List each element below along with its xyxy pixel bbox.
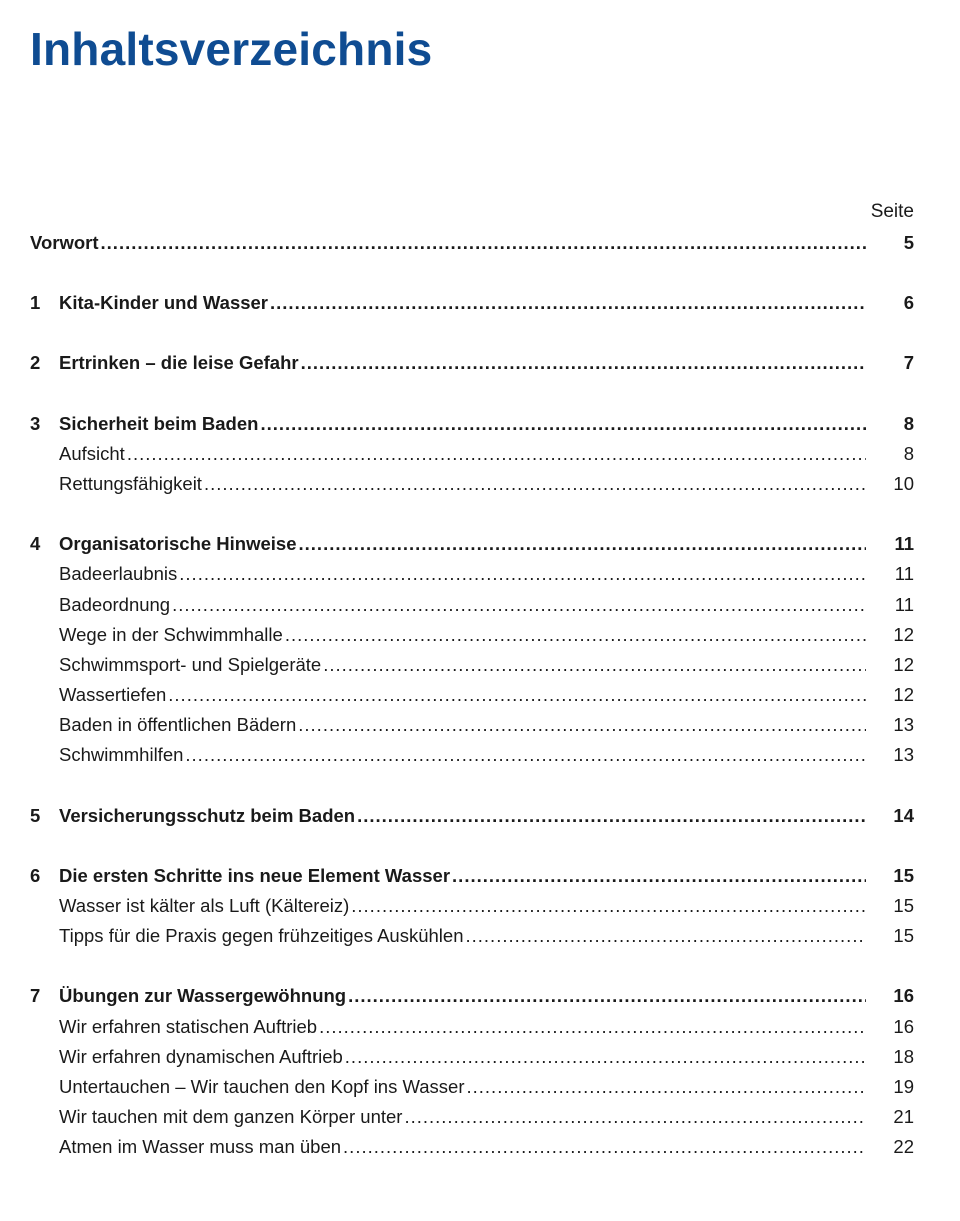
toc-entry-label: Sicherheit beim Baden xyxy=(59,412,259,434)
toc-entry-label: Die ersten Schritte ins neue Element Wasser xyxy=(59,864,451,886)
toc-entry-page-number: 15 xyxy=(893,864,914,886)
toc-section-entry[interactable] xyxy=(30,1102,914,1132)
toc-entry-page-number: 14 xyxy=(893,804,914,826)
toc-section-entry[interactable] xyxy=(30,439,914,469)
toc-chapter-entry[interactable] xyxy=(30,228,914,258)
toc-chapter-entry[interactable] xyxy=(30,288,914,318)
dot-leader xyxy=(467,1072,867,1102)
dot-leader xyxy=(168,680,866,710)
toc-entry-number: 1 xyxy=(30,292,41,314)
toc-section-entry[interactable] xyxy=(30,650,914,680)
dot-leader xyxy=(185,740,866,770)
toc-entry-page-number: 19 xyxy=(893,1075,914,1097)
dot-leader xyxy=(298,710,866,740)
toc-entry-page-number: 12 xyxy=(893,684,914,706)
toc-entry-number: 4 xyxy=(30,533,41,555)
toc-entry-page-number: 13 xyxy=(893,714,914,736)
toc-chapter-entry[interactable] xyxy=(30,981,914,1011)
dot-leader xyxy=(285,620,866,650)
toc-entry-label: Wir erfahren dynamischen Auftrieb xyxy=(59,1045,343,1067)
dot-leader xyxy=(260,409,866,439)
toc-section-entry[interactable] xyxy=(30,1072,914,1102)
toc-entry-label: Schwimmsport- und Spielgeräte xyxy=(59,653,322,675)
dot-leader xyxy=(357,801,866,831)
toc-entry-label: Wir tauchen mit dem ganzen Körper unter xyxy=(59,1106,403,1128)
dot-leader xyxy=(466,921,867,951)
dot-leader xyxy=(172,590,866,620)
dot-leader xyxy=(323,650,866,680)
toc-entry-page-number: 5 xyxy=(903,232,914,253)
toc-entry-page-number: 11 xyxy=(894,563,914,585)
toc-entry-page-number: 8 xyxy=(903,442,914,464)
toc-entry-label: Badeordnung xyxy=(59,593,171,615)
toc-entry-page-number: 6 xyxy=(903,292,914,314)
toc-section-entry[interactable] xyxy=(30,1042,914,1072)
dot-leader xyxy=(270,288,866,318)
toc-entry-label: Baden in öffentlichen Bädern xyxy=(59,714,297,736)
toc-entry-page-number: 13 xyxy=(893,744,914,766)
toc-section-entry[interactable] xyxy=(30,590,914,620)
toc-entry-label: Schwimmhilfen xyxy=(59,744,184,766)
toc-section-entry[interactable] xyxy=(30,680,914,710)
toc-entry-number: 2 xyxy=(30,352,41,374)
toc-entry-page-number: 16 xyxy=(893,985,914,1007)
toc-section-entry[interactable] xyxy=(30,1012,914,1042)
toc-entry-label: Tipps für die Praxis gegen frühzeitiges Auskühlen xyxy=(59,925,464,947)
dot-leader xyxy=(348,981,866,1011)
dot-leader xyxy=(101,228,866,258)
page-column-header: Seite xyxy=(870,201,914,222)
toc-entry-page-number: 8 xyxy=(903,412,914,434)
toc-section-entry[interactable] xyxy=(30,740,914,770)
toc-entry-label: Badeerlaubnis xyxy=(59,563,178,585)
toc-entry-page-number: 15 xyxy=(893,895,914,916)
toc-section-entry[interactable] xyxy=(30,1132,914,1162)
dot-leader xyxy=(404,1102,866,1132)
dot-leader xyxy=(351,891,866,921)
toc-entry-label: Organisatorische Hinweise xyxy=(59,533,297,555)
toc-entry-label: Vorwort xyxy=(30,232,99,253)
toc-section-entry[interactable] xyxy=(30,891,914,921)
toc-entry-label: Atmen im Wasser muss man üben xyxy=(59,1136,342,1158)
toc-entry-page-number: 15 xyxy=(893,925,914,947)
dot-leader xyxy=(127,439,866,469)
toc-entry-number: 6 xyxy=(30,864,41,886)
dot-leader xyxy=(319,1012,866,1042)
toc-chapter-entry[interactable] xyxy=(30,409,914,439)
toc-chapter-entry[interactable] xyxy=(30,801,914,831)
toc-entry-page-number: 12 xyxy=(893,653,914,675)
toc-section-entry[interactable] xyxy=(30,921,914,951)
toc-entry-page-number: 11 xyxy=(894,593,914,615)
toc-entry-number: 7 xyxy=(30,985,41,1007)
toc-entry-page-number: 10 xyxy=(893,472,914,494)
dot-leader xyxy=(343,1132,866,1162)
toc-section-entry[interactable] xyxy=(30,620,914,650)
toc-entry-number: 5 xyxy=(30,804,41,826)
toc-entry-label: Übungen zur Wassergewöhnung xyxy=(59,985,347,1007)
dot-leader xyxy=(345,1042,866,1072)
toc-entry-label: Wasser ist kälter als Luft (Kältereiz) xyxy=(59,895,350,916)
toc-chapter-entry[interactable] xyxy=(30,861,914,891)
dot-leader xyxy=(299,529,866,559)
dot-leader xyxy=(179,559,866,589)
dot-leader xyxy=(301,348,866,378)
toc-chapter-entry[interactable] xyxy=(30,529,914,559)
dot-leader xyxy=(452,861,866,891)
toc-entry-page-number: 12 xyxy=(893,623,914,645)
toc-entry-label: Rettungsfähigkeit xyxy=(59,472,202,494)
dot-leader xyxy=(204,469,866,499)
toc-entry-page-number: 18 xyxy=(893,1045,914,1067)
toc-entry-page-number: 16 xyxy=(893,1015,914,1037)
toc-section-entry[interactable] xyxy=(30,710,914,740)
toc-entry-page-number: 22 xyxy=(893,1136,914,1158)
toc-entry-page-number: 7 xyxy=(903,352,914,374)
toc-entry-label: Untertauchen – Wir tauchen den Kopf ins Wasser xyxy=(59,1075,465,1097)
toc-entry-label: Wassertiefen xyxy=(59,684,167,706)
toc-entry-label: Wir erfahren statischen Auftrieb xyxy=(59,1015,318,1037)
toc-entry-label: Ertrinken – die leise Gefahr xyxy=(59,352,299,374)
toc-entry-label: Kita-Kinder und Wasser xyxy=(59,292,269,314)
toc-chapter-entry[interactable] xyxy=(30,348,914,378)
toc-entry-number: 3 xyxy=(30,412,41,434)
toc-section-entry[interactable] xyxy=(30,559,914,589)
toc-section-entry[interactable] xyxy=(30,469,914,499)
toc-entry-label: Wege in der Schwimmhalle xyxy=(59,623,283,645)
toc-entry-label: Versicherungsschutz beim Baden xyxy=(59,804,356,826)
page-title: Inhaltsverzeichnis xyxy=(30,23,433,75)
toc-entry-page-number: 21 xyxy=(893,1106,914,1128)
toc-entry-label: Aufsicht xyxy=(59,442,125,464)
toc-entry-page-number: 11 xyxy=(894,533,914,555)
table-of-contents xyxy=(30,228,914,1163)
